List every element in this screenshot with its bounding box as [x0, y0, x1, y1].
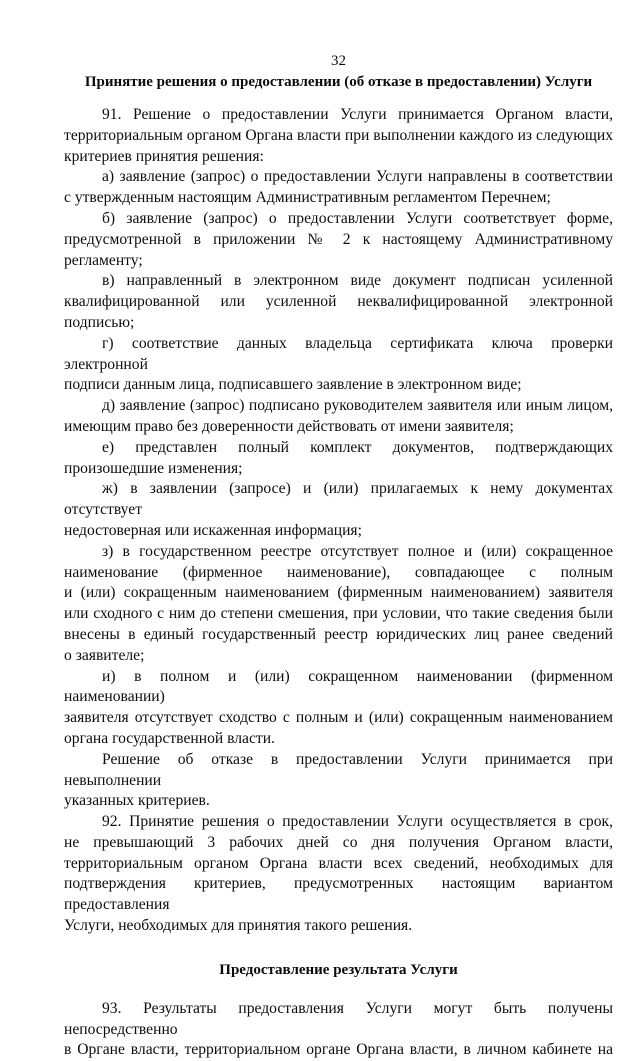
text-line: произошедшие изменения;: [64, 459, 243, 477]
text-line: предусмотренной в приложении № 2 к настоящему Административному регламенту;: [64, 230, 613, 269]
text-line: не превышающий 3 рабочих дней со дня получения Органом власти,: [64, 833, 613, 851]
paragraph-93: [64, 999, 613, 1061]
text-line: имеющим право без доверенности действовать от имени заявителя;: [64, 417, 514, 435]
text-line: 91. Решение о предоставлении Услуги принимается Органом власти,: [102, 106, 613, 123]
text-line: подписи данным лица, подписавшего заявление в электронном виде;: [64, 376, 522, 394]
text-line: Решение об отказе в предоставлении Услуги принимается при невыполнении: [64, 750, 613, 789]
document-page: [64, 52, 613, 1061]
page-number: 32: [331, 53, 346, 69]
text-line: критериев принятия решения:: [64, 147, 264, 165]
paragraph-91: [64, 105, 613, 167]
text-line: ж) в заявлении (запросе) и (или) прилагаемых к нему документах отсутствует: [64, 480, 613, 519]
text-line: о заявителе;: [64, 646, 145, 664]
criterion-d: [64, 396, 613, 438]
text-line: 93. Результаты предоставления Услуги могут быть получены непосредственно: [64, 999, 613, 1038]
text-line: территориальным органом Органа власти при выполнении каждого из следующих: [64, 126, 613, 144]
section-heading-decision: Принятие решения о предоставлении (об отказе в предоставлении) Услуги: [84, 74, 593, 90]
text-line: в) направленный в электронном виде документ подписан усиленной: [102, 272, 613, 290]
paragraph-refusal: [64, 750, 613, 812]
text-line: наименование (фирменное наименование), совпадающее с полным: [64, 563, 613, 581]
text-line: б) заявление (запрос) о предоставлении Услуги соответствует форме,: [102, 209, 613, 227]
text-line: указанных критериев.: [64, 792, 210, 810]
text-line: з) в государственном реестре отсутствует полное и (или) сокращенное: [102, 542, 613, 560]
criterion-b: [64, 209, 613, 271]
criterion-v: [64, 271, 613, 333]
text-line: и) в полном и (или) сокращенном наименовании (фирменном наименовании): [64, 667, 613, 706]
text-line: внесены в единый государственный реестр юридических лиц ранее сведений: [64, 625, 613, 643]
text-line: 92. Принятие решения о предоставлении Услуги осуществляется в срок,: [102, 813, 613, 831]
criterion-a: [64, 167, 613, 209]
criterion-e: [64, 438, 613, 480]
criterion-g: [64, 334, 613, 396]
text-line: Услуги, необходимых для принятия такого решения.: [64, 917, 413, 935]
text-line: подтверждения критериев, предусмотренных настоящим вариантом предоставления: [64, 875, 613, 914]
text-line: квалифицированной или усиленной неквалифицированной электронной подписью;: [64, 293, 613, 331]
text-line: или сходного с ним до степени смешения, при условии, что такие сведения были: [64, 605, 613, 623]
text-line: органа государственной власти.: [64, 729, 275, 747]
criterion-zh: [64, 479, 613, 541]
text-line: г) соответствие данных владельца сертификата ключа проверки электронной: [64, 334, 613, 373]
text-line: заявителя отсутствует сходство с полным и (или) сокращенным наименованием: [64, 709, 613, 727]
text-line: е) представлен полный комплект документов, подтверждающих: [102, 438, 613, 456]
text-line: в Органе власти, территориальном органе Органа власти, в личном кабинете на: [64, 1041, 613, 1059]
text-line: а) заявление (запрос) о предоставлении Услуги направлены в соответствии: [102, 168, 613, 186]
section-heading-result: Предоставление результата Услуги: [219, 961, 458, 978]
text-line: территориальным органом Органа власти всех сведений, необходимых для: [64, 854, 613, 872]
text-line: недостоверная или искаженная информация;: [64, 521, 362, 539]
text-line: и (или) сокращенным наименованием (фирменным наименованием) заявителя: [64, 584, 613, 602]
criterion-z: [64, 542, 613, 667]
text-line: с утвержденным настоящим Административным регламентом Перечнем;: [64, 189, 551, 207]
criterion-i: [64, 667, 613, 750]
paragraph-92: [64, 812, 613, 937]
text-line: д) заявление (запрос) подписано руководителем заявителя или иным лицом,: [102, 397, 613, 415]
